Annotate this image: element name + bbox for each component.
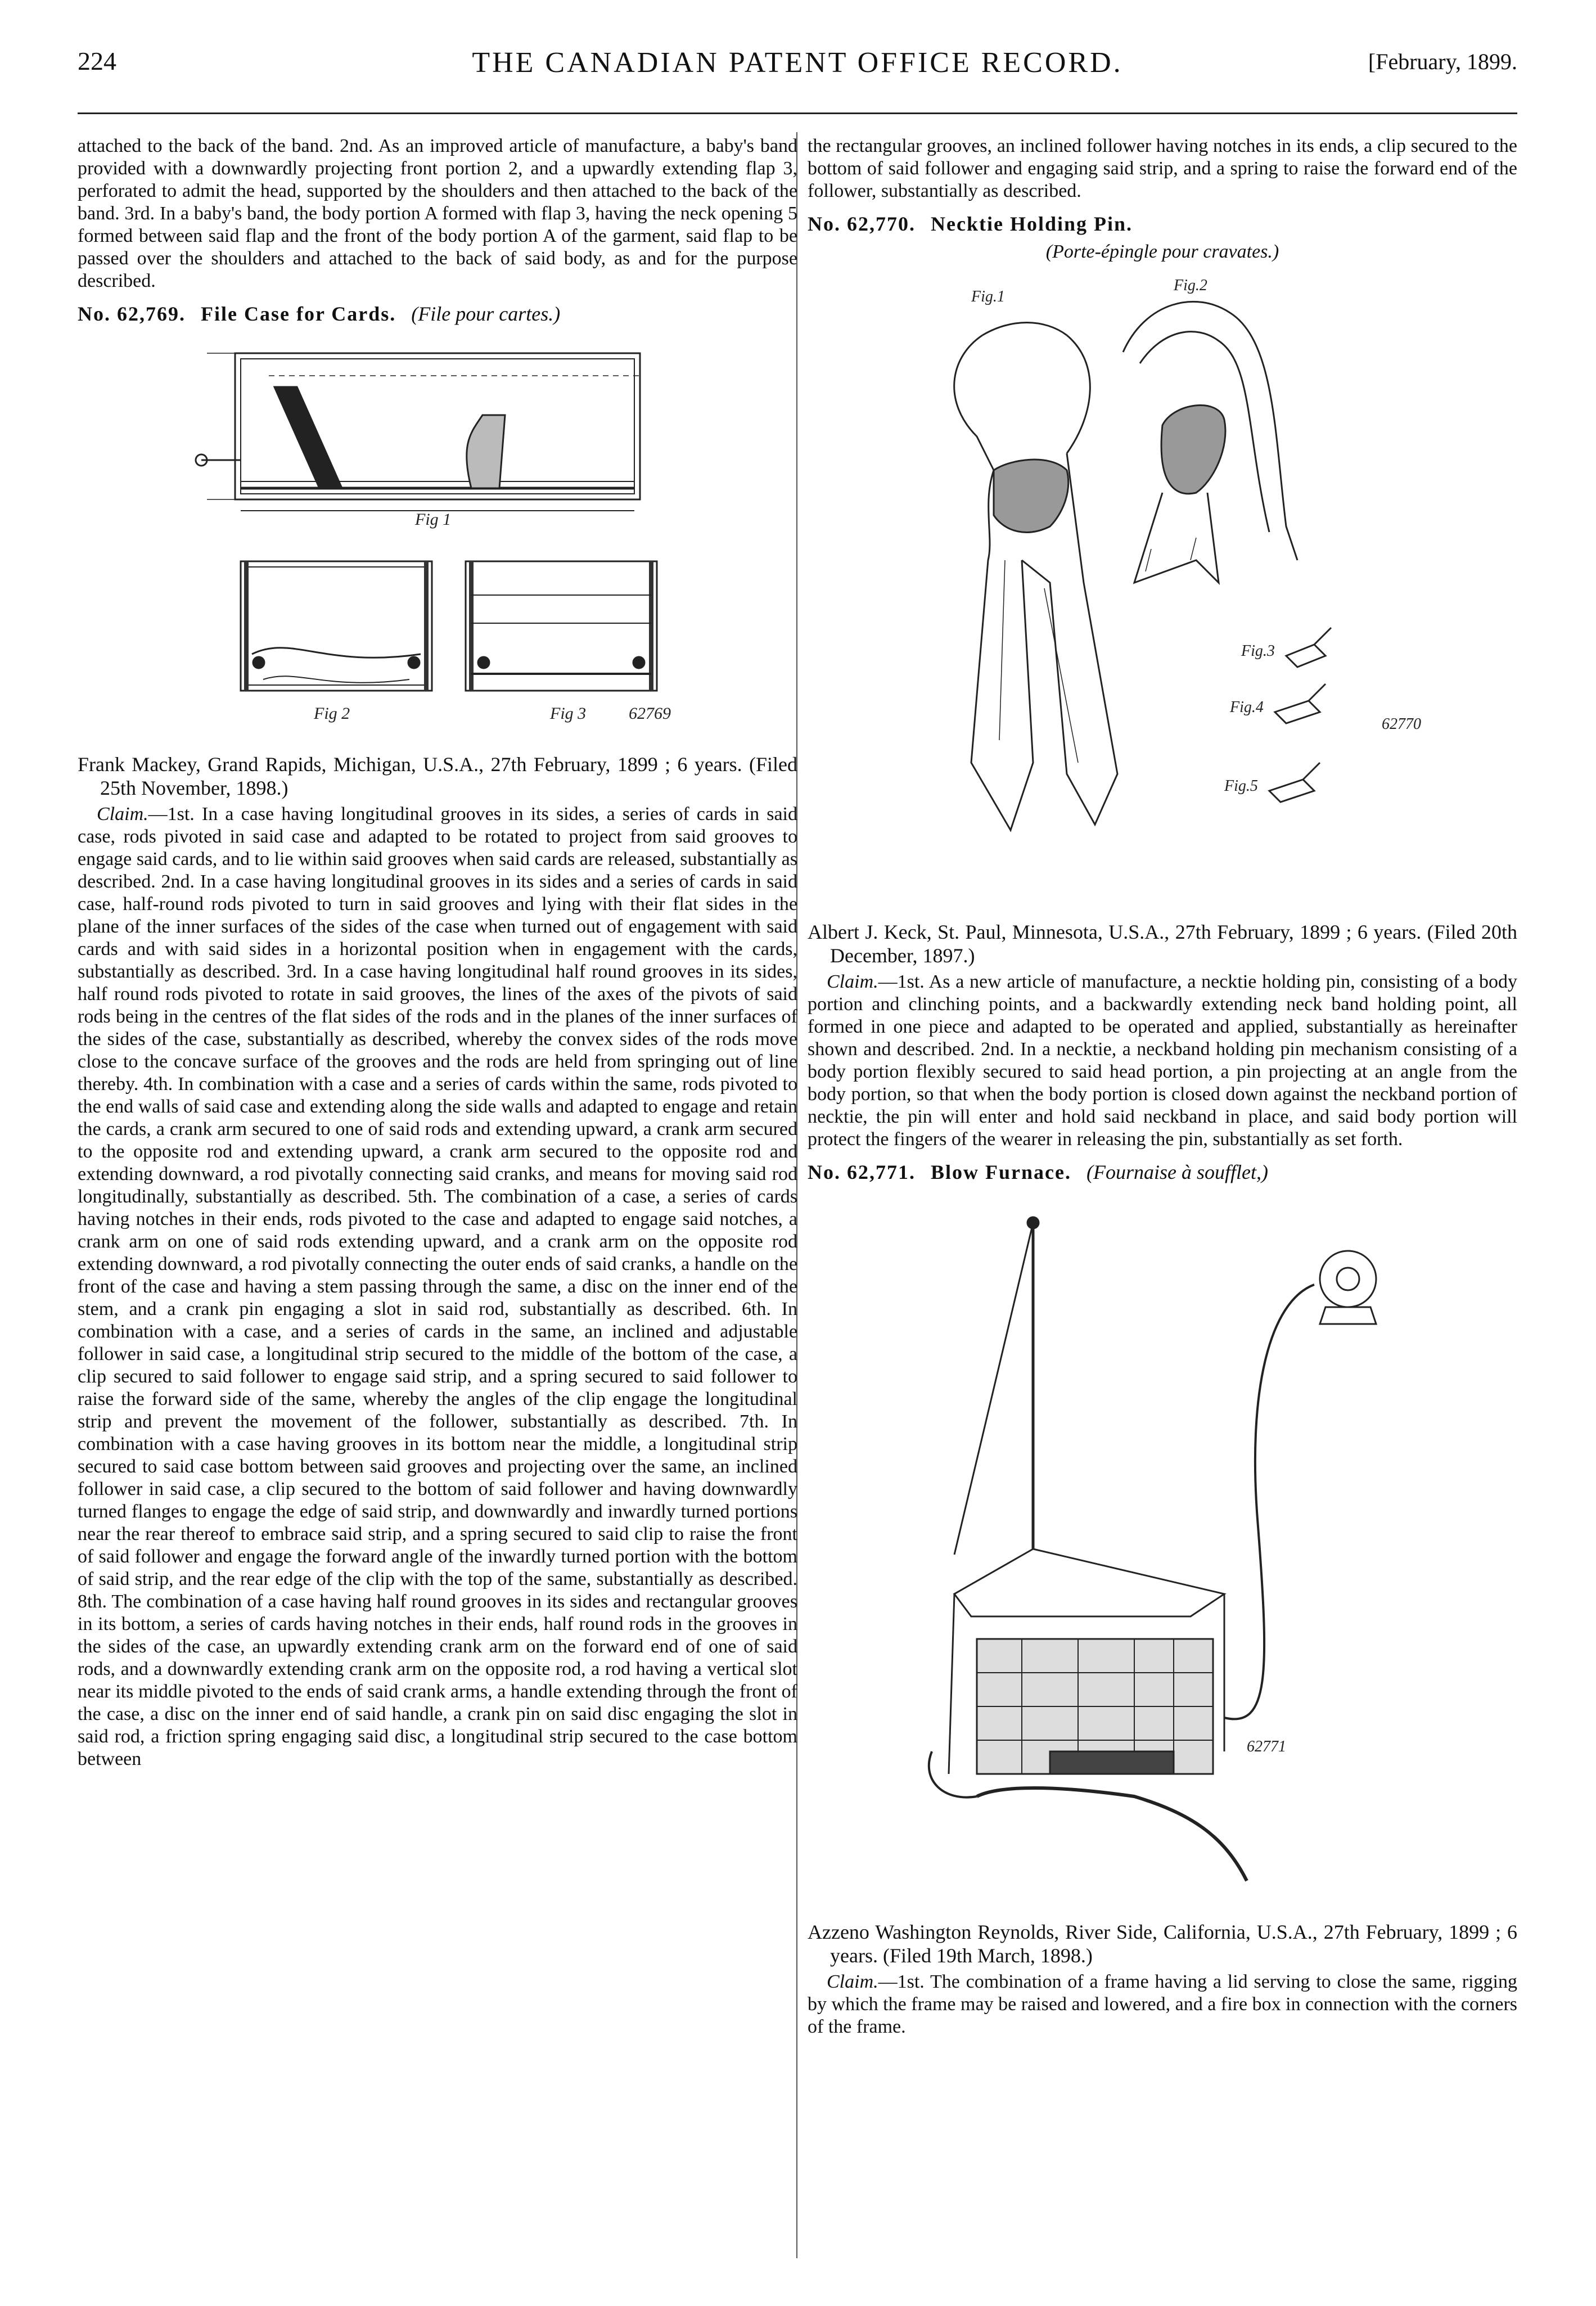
claim-body: —1st. As a new article of manufacture, a necktie holding pin, consisting of a body portion and clinching points, and a backwardly extending neck band holding point, all formed in one piece and adapted to be operated and applied, substantially as hereinafter shown and described. 2nd. In a necktie, a neckband holding pin mechanism consisting of a body portion flexibly secured to said head portion, a pin projecting at an angle from the body portion, so that when the body portion is closed down against the neckband portion of necktie, the pin will enter and hold said neckband in place, and said body portion will protect the fingers of the wearer in releasing the pin, substantially as set forth. — [808, 971, 1517, 1150]
file-case-figure — [156, 331, 719, 747]
necktie-fig2-drawing — [1123, 301, 1297, 583]
patent-heading-62770 — [808, 211, 1517, 236]
claim-label: Claim. — [827, 971, 878, 992]
patent-title: File Case for Cards. — [201, 303, 396, 325]
patent-french-title: (File pour cartes.) — [411, 303, 561, 325]
inventor-line: Azzeno Washington Reynolds, River Side, California, U.S.A., 27th February, 1899 ; 6 years. (Filed 19th March, 1898.) — [808, 1921, 1517, 1967]
claim-body: —1st. The combination of a frame having a lid serving to close the same, rigging by which the frame may be raised and lowered, and a fire box in connection with the corners of the frame. — [808, 1971, 1517, 2037]
figure-ref-number: 62770 — [1382, 715, 1421, 733]
journal-title: THE CANADIAN PATENT OFFICE RECORD. — [472, 47, 1123, 79]
inventor-line: Albert J. Keck, St. Paul, Minnesota, U.S.A., 27th February, 1899 ; 6 years. (Filed 20th December, 1897.) — [808, 921, 1517, 967]
fig4-label: Fig.4 — [1230, 699, 1264, 716]
continued-claim-text-right: the rectangular grooves, an inclined follower having notches in its ends, a clip secured to the bottom of said follower and engaging said strip, and a spring to raise the forward end of the follower, substantially as described. — [808, 136, 1517, 201]
continued-claim-text: attached to the back of the band. 2nd. As an improved article of manufacture, a baby's band provided with a downwardly projecting front portion 2, and a upwardly extending flap 3, perforated to admit the head, supported by the shoulders and then attached to the back of the band. 3rd. In a baby's band, the body portion A formed with flap 3, having the neck opening 5 formed between said flap and the front of the body portion A of the garment, said flap to be passed over the shoulders and attached to the back of said body, as and for the purpose described. — [78, 136, 797, 291]
patent-number: No. 62,769. — [78, 303, 186, 325]
necktie-fig1-drawing — [954, 323, 1117, 831]
file-case-fig1-drawing — [196, 353, 640, 511]
header-rule — [78, 112, 1517, 114]
necktie-figure — [881, 268, 1444, 915]
page-header — [78, 46, 1517, 91]
inventor-line: Frank Mackey, Grand Rapids, Michigan, U.S.A., 27th February, 1899 ; 6 years. (Filed 25th November, 1898.) — [78, 753, 797, 799]
patent-title: Necktie Holding Pin. — [931, 213, 1133, 235]
fig1-label: Fig.1 — [971, 288, 1005, 305]
fig5-label: Fig.5 — [1224, 777, 1258, 795]
patent-number: No. 62,770. — [808, 213, 916, 235]
patent-title: Blow Furnace. — [931, 1161, 1071, 1183]
patent-heading-62769 — [78, 301, 797, 326]
claim-text — [78, 803, 797, 1771]
fig3-label: Fig.3 — [1241, 642, 1275, 660]
claim-label: Claim. — [97, 804, 148, 825]
page-number: 224 — [78, 47, 116, 75]
right-column — [808, 135, 1517, 2038]
fig2-label: Fig.2 — [1174, 277, 1207, 294]
necktie-fig3-5-pins — [1269, 628, 1331, 802]
left-column — [78, 135, 797, 1771]
patent-french-title: (Porte-épingle pour cravates.) — [1045, 241, 1279, 262]
patent-heading-62771 — [808, 1160, 1517, 1184]
figure-ref-number: 62769 — [629, 704, 671, 723]
blow-furnace-figure — [909, 1189, 1415, 1915]
file-case-fig2-drawing — [241, 561, 432, 691]
fig2-label: Fig 2 — [314, 704, 350, 723]
claim-label: Claim. — [827, 1971, 878, 1992]
issue-date: [February, 1899. — [1368, 49, 1517, 74]
claim-text — [808, 1971, 1517, 2038]
fig1-label: Fig 1 — [415, 510, 452, 529]
patent-number: No. 62,771. — [808, 1161, 916, 1183]
fig3-label: Fig 3 — [550, 704, 587, 723]
claim-body: —1st. In a case having longitudinal grooves in its sides, a series of cards in said case, rods pivoted in said case and adapted to be rotated to project from said grooves to engage said cards, and to lie within said grooves when said cards are released, substantially as described. 2nd. In a case having longitudinal grooves in its sides and a series of cards in said case, half-round rods pivoted to turn in said grooves and lying with their flat sides in the plane of the inner surfaces of the sides of the case when turned out of engagement with said cards and with said sides in a horizontal position when in engagement with the cards, substantially as described. 3rd. In a case having longitudinal half round grooves in its sides, half round rods pivoted to rotate in said grooves, the lines of the axes of the pivots of said rods being in the centres of the flat sides of the rods and in the planes of the inner surfaces of the sides of the case, substantially as described, whereby the convex sides of the rods move close to the concave surface of the grooves and the rods are held from springing out of line thereby. 4th. In combination with a case and a series of cards within the same, rods pivoted to the end walls of said case and extending along the side walls and adapted to engage and retain the cards, a crank arm secured to one of said rods and extending upward, a crank arm secured to the opposite rod and extending upward, a crank arm secured to the opposite rod and extending downward, a rod pivotally connecting said cranks, and means for moving said rod longitudinally, substantially as described. 5th. The combination of a case, a series of cards having notches in their ends, rods pivoted to the case and adapted to engage said notches, a crank arm on one of said rods extending upward, and a crank arm on the opposite rod extending downward, a rod pivotally connecting the outer ends of said cranks, a handle on the front of the case and having a stem passing through the same, a disc on the inner end of the stem, and a crank pin engaging a slot in said rod, substantially as described. 6th. In combination with a case, and a series of cards in the same, an inclined and adjustable follower in said case, a longitudinal strip secured to the middle of the bottom of the case, a clip secured to said follower to engage said strip, and a spring secured to said follower to raise the forward side of the same, whereby the angles of the clip engage the longitudinal strip and prevent the movement of the follower, substantially as described. 7th. In combination with a case having grooves in its bottom near the middle, a longitudinal strip secured to said case bottom between said grooves and projecting over the same, an inclined follower in said case, a clip secured to the bottom of said follower and having downwardly turned flanges to engage the edge of said strip, and downwardly and inwardly turned portions near the rear thereof to embrace said strip, and a spring secured to said clip to raise the front of said follower and engage the forward angle of the inwardly turned portion with the bottom of said strip, and the rear edge of the clip with the top of the same, substantially as described. 8th. The combination of a case having half round grooves in its sides and rectangular grooves in its bottom, a series of cards having notches in their ends, half round rods in the grooves in the sides of the case, an upwardly extending crank arm on the forward end of one of said rods, and a downwardly extending crank arm on the opposite rod, a rod having a vertical slot near its middle pivoted to the ends of said crank arms, a handle extending through the front of the case, a disc on the inner end of said handle, a crank pin on said disc engaging the slot in said rod, a friction spring engaging said disc, a longitudinal strip secured to the case bottom between — [78, 804, 797, 1769]
figure-ref-number: 62771 — [1247, 1738, 1286, 1755]
blow-furnace-drawing — [929, 1217, 1376, 1881]
patent-french-title: (Fournaise à soufflet,) — [1086, 1161, 1268, 1183]
file-case-fig3-drawing — [466, 561, 657, 691]
claim-text — [808, 971, 1517, 1151]
